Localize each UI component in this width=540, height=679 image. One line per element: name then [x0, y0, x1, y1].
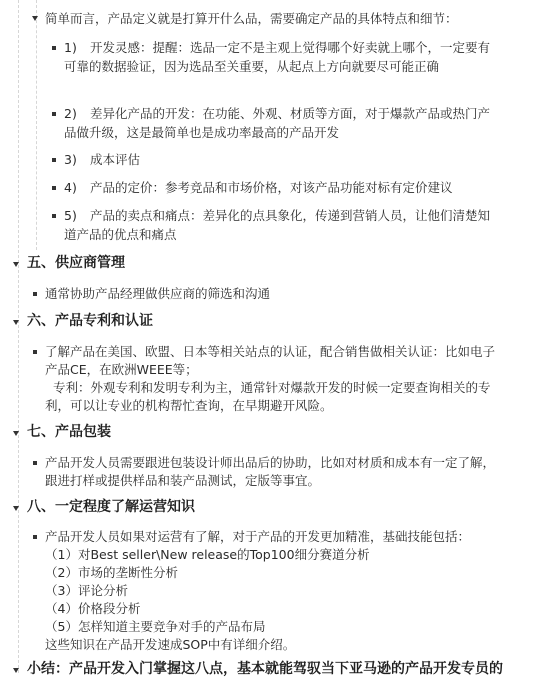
- bullet-icon: [52, 214, 56, 218]
- collapse-caret-icon[interactable]: [13, 262, 19, 267]
- intro-text: 简单而言，产品定义就是打算开什么品，需要确定产品的具体特点和细节：: [45, 11, 458, 26]
- collapse-caret-icon[interactable]: [32, 16, 38, 21]
- item-number: 4): [64, 180, 77, 195]
- list-item-continuation: 品做升级，这是最简单也是成功率最高的产品开发: [64, 125, 340, 140]
- bullet-icon: [33, 292, 37, 296]
- sub-item: （5）怎样知道主要竞争对手的产品布局: [45, 619, 266, 634]
- list-item: 1) 开发灵感：提醒：选品一定不是主观上觉得哪个好卖就上哪个，一定要有: [64, 40, 491, 55]
- bullet-icon: [33, 535, 37, 539]
- sub-item: （1）对Best seller\New release的Top100细分赛道分析: [45, 547, 370, 562]
- item-number: 3): [64, 152, 77, 167]
- list-item-continuation: 道产品的优点和痛点: [64, 227, 177, 242]
- item-number: 5): [64, 208, 77, 223]
- list-item: 产品开发人员如果对运营有了解，对于产品的开发更加精准，基础技能包括：: [45, 529, 471, 544]
- bullet-icon: [33, 461, 37, 465]
- bullet-icon: [52, 112, 56, 116]
- list-item-continuation: 利，可以让专业的机构帮忙查询，在早期避开风险。: [45, 398, 333, 413]
- sub-item: （4）价格段分析: [45, 601, 141, 616]
- list-item: 2) 差异化产品的开发：在功能、外观、材质等方面，对于爆款产品或热门产: [64, 106, 491, 121]
- list-item: 通常协助产品经理做供应商的筛选和沟通: [45, 286, 271, 301]
- summary-heading: 小结：产品开发入门掌握这八点，基本就能驾驭当下亚马逊的产品开发专员的: [27, 661, 503, 677]
- list-item-continuation: 跟进打样或提供样品和装产品测试，定版等事宜。: [45, 473, 321, 488]
- indent-guide: [36, 0, 37, 250]
- item-number: 2): [64, 106, 77, 121]
- collapse-caret-icon[interactable]: [13, 431, 19, 436]
- list-item: 产品开发人员需要跟进包装设计师出品后的协助，比如对材质和成本有一定了解，: [45, 455, 496, 470]
- indent-guide: [18, 0, 19, 673]
- list-item-continuation: 产品CE，在欧洲WEEE等；: [45, 362, 198, 377]
- sub-item: （2）市场的垄断性分析: [45, 565, 178, 580]
- sub-item: （3）评论分析: [45, 583, 128, 598]
- item-number: 1): [64, 40, 77, 55]
- list-item-continuation: 这些知识在产品开发速成SOP中有详细介绍。: [45, 637, 296, 652]
- bullet-icon: [52, 186, 56, 190]
- bullet-icon: [52, 158, 56, 162]
- list-item-continuation: 可靠的数据验证，因为选品至关重要，从起点上方向就要尽可能正确: [64, 59, 440, 74]
- section-heading: 六、产品专利和认证: [27, 313, 153, 329]
- list-item: 了解产品在美国、欧盟、日本等相关站点的认证，配合销售做相关认证：比如电子: [45, 344, 496, 359]
- bullet-icon: [52, 46, 56, 50]
- list-item: 3) 成本评估: [64, 152, 141, 167]
- bullet-icon: [33, 350, 37, 354]
- list-item: 4) 产品的定价：参考竞品和市场价格，对该产品功能对标有定价建议: [64, 180, 453, 195]
- section-heading: 五、供应商管理: [27, 255, 125, 271]
- list-item-continuation: 专利：外观专利和发明专利为主，通常针对爆款开发的时候一定要查询相关的专: [45, 380, 491, 395]
- collapse-caret-icon[interactable]: [13, 506, 19, 511]
- collapse-caret-icon[interactable]: [13, 668, 19, 673]
- list-item: 5) 产品的卖点和痛点：差异化的点具象化，传递到营销人员，让他们清楚知: [64, 208, 491, 223]
- section-heading: 八、一定程度了解运营知识: [27, 499, 195, 515]
- section-heading: 七、产品包装: [27, 424, 111, 440]
- collapse-caret-icon[interactable]: [13, 320, 19, 325]
